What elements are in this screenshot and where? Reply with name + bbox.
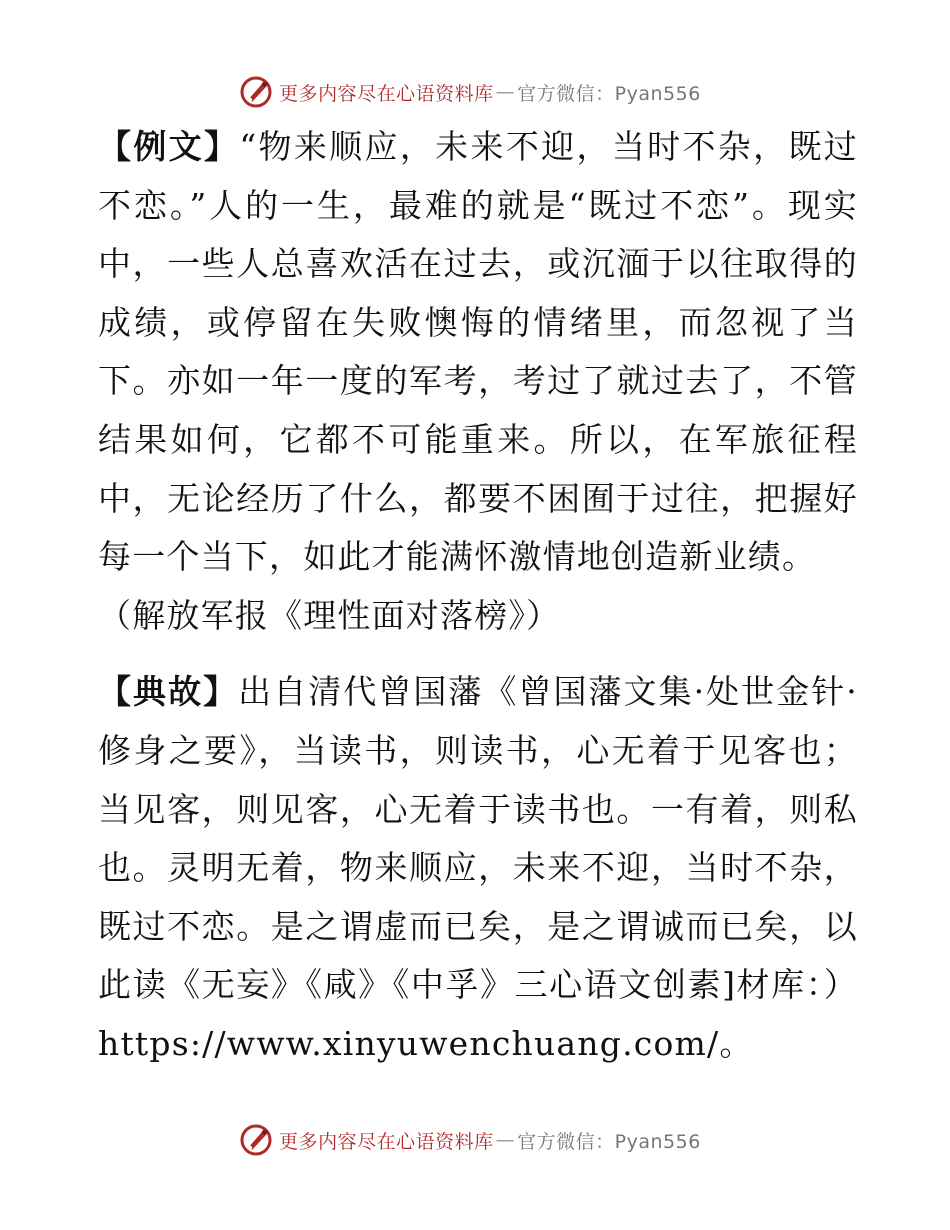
document-body xyxy=(98,118,858,1074)
header-banner-inner xyxy=(239,75,701,109)
allusion-paragraph xyxy=(98,663,858,1073)
allusion-text: 出自清代曾国藩《曾国藩文集·处世金针·修身之要》，当读书，则读书，心无着于见客也；当见客，则见客，心无着于读书也。一有着，则私也。灵明无着，物来顺应，未来不迎，当时不杂，既过不恋。是之谓虚而已矣，是之谓诚而已矣，以此读《无妄》《咸》《中孚》三心语文创素]材库：）https://www.xinyuwenchuang.com/。 xyxy=(98,672,858,1063)
banner-separator: — xyxy=(495,81,516,103)
example-label: 【例文】 xyxy=(98,127,240,166)
banner-wechat-text: 官方微信：Pyan556 xyxy=(517,1130,701,1153)
footer-banner xyxy=(0,1120,950,1160)
brush-pen-circle-icon xyxy=(239,75,273,109)
example-paragraph xyxy=(98,118,858,587)
brush-pen-circle-icon xyxy=(239,1123,273,1157)
banner-main-text: 更多内容尽在心语资料库 xyxy=(279,1130,494,1153)
allusion-label: 【典故】 xyxy=(98,672,239,712)
banner-separator: — xyxy=(495,1129,516,1151)
header-banner xyxy=(0,72,950,112)
banner-wechat-text: 官方微信：Pyan556 xyxy=(517,82,701,105)
footer-banner-inner xyxy=(239,1123,701,1157)
example-text: “物来顺应，未来不迎，当时不杂，既过不恋。”人的一生，最难的就是“既过不恋”。现实中，一些人总喜欢活在过去，或沉湎于以往取得的成绩，或停留在失败懊悔的情绪里，而忽视了当下。亦如一年一度的军考，考过了就过去了，不管结果如何，它都不可能重来。所以，在军旅征程中，无论经历了什么，都要不困囿于过往，把握好每一个当下，如此才能满怀激情地创造新业绩。 xyxy=(98,127,858,577)
example-source: （解放军报《理性面对落榜》） xyxy=(98,595,561,635)
banner-main-text: 更多内容尽在心语资料库 xyxy=(279,82,494,105)
paragraph-gap xyxy=(98,645,858,663)
